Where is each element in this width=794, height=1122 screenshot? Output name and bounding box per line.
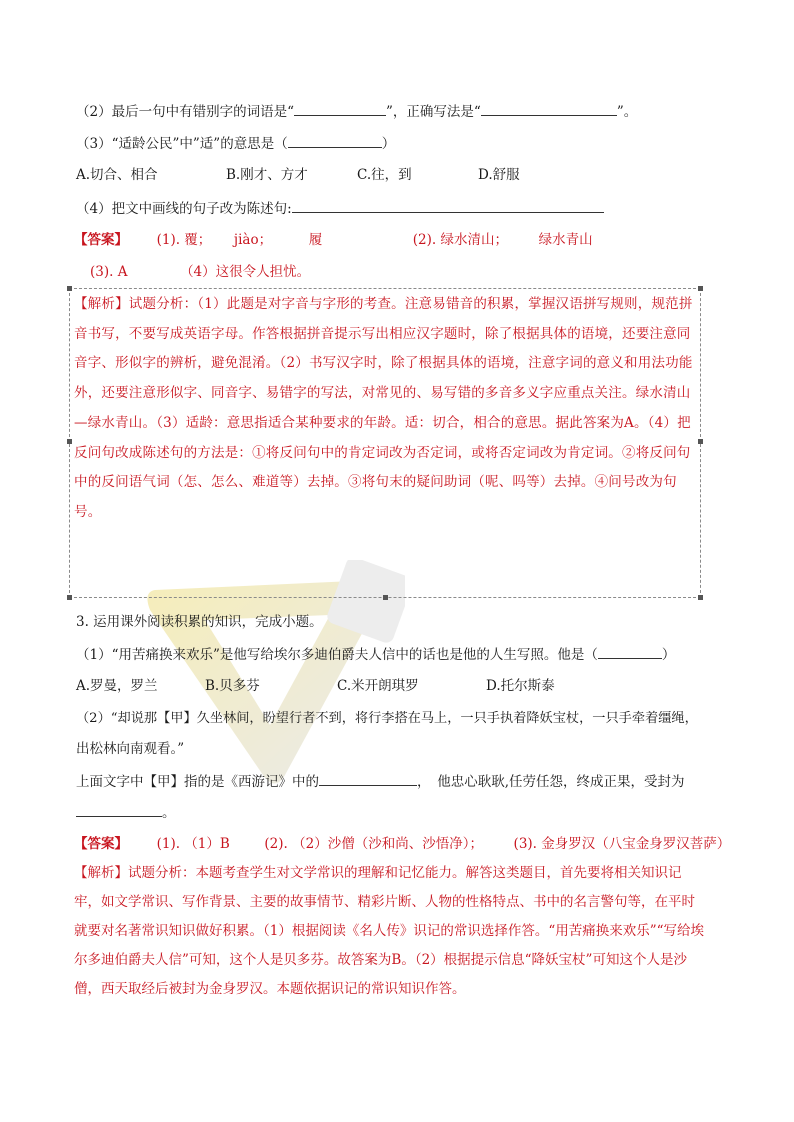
q2-sub4-text: （4）把文中画线的句子改为陈述句: (76, 201, 292, 217)
answer-blank[interactable] (319, 771, 417, 786)
q2-option-d: D.舒服 (478, 167, 520, 183)
answer-item: (3). A (90, 264, 128, 280)
q3-sub2-line4 (76, 802, 176, 823)
resize-handle[interactable] (67, 286, 72, 291)
q2-answer-line2 (90, 262, 310, 282)
q3-sub2-line1: （2）“却说那【甲】久坐林间，盼望行者不到，将行李搭在马上，一只手执着降妖宝杖，一只手牵着缰绳， (76, 711, 698, 726)
q2-sub4 (76, 198, 604, 219)
answer-blank[interactable] (294, 101, 386, 116)
q3-answer (74, 834, 730, 854)
q2-sub3-text-b: ） (381, 136, 396, 152)
q2-sub2-text-c: ”。 (616, 104, 638, 120)
answer-item: 绿水青山 (538, 232, 593, 248)
q3-option-d: D.托尔斯泰 (486, 678, 555, 694)
answer-item: 履 (308, 232, 323, 248)
resize-handle[interactable] (67, 595, 72, 600)
q2-sub3 (76, 133, 395, 154)
resize-handle[interactable] (698, 595, 703, 600)
answer-label: 【答案】 (74, 232, 128, 248)
q3-sub1-text-b: ） (661, 647, 676, 663)
answer-item: (3). 金身罗汉（八宝金身罗汉菩萨） (513, 836, 731, 852)
q2-option-a: A.切合、相合 (76, 167, 158, 183)
answer-item: (1). 覆； (156, 232, 212, 248)
q3-option-c: C.米开朗琪罗 (337, 678, 419, 694)
q3-option-a: A.罗曼，罗兰 (76, 678, 158, 694)
q2-option-b: B.刚才、方才 (226, 167, 308, 183)
answer-blank[interactable] (292, 198, 604, 213)
q3-sub1-text-a: （1）“用苦痛换来欢乐”是他写给埃尔多迪伯爵夫人信中的话也是他的人生写照。他是（ (76, 647, 598, 663)
q2-sub3-text-a: （3）“适龄公民”中”适”的意思是（ (76, 136, 288, 152)
resize-handle[interactable] (383, 595, 388, 600)
q3-sub2-text-b: ， 他忠心耿耿,任劳任怨，终成正果，受封为 (417, 774, 685, 790)
answer-blank[interactable] (288, 133, 382, 148)
q3-sub2-line2: 出松林向南观看。” (76, 741, 185, 757)
q3-sub2-text-c: 。 (162, 805, 176, 821)
q3-analysis: 【解析】试题分析：本题考查学生对文学常识的理解和记忆能力。解答这类题目，首先要将相关知识记牢，如文学常识、写作背景、主要的故事情节、精彩片断、人物的性格特点、书中的名言警句等，在平时就要对名著常识知识做好积累。（1）根据阅读《名人传》识记的常识选择作答。“用苦痛换来欢乐”“写给埃尔多迪伯爵夫人信”可知，这个人是贝多芬。故答案为B。（2）根据提示信息“降妖宝杖”可知这个人是沙僧，西天取经后被封为金身罗汉。本题依据识记的常识知识作答。 (74, 865, 705, 997)
q3-sub1 (76, 644, 675, 665)
answer-item: jiào； (233, 232, 273, 248)
answer-item: (2). （2）沙僧（沙和尚、沙悟净）； (264, 836, 483, 852)
answer-label: 【答案】 (74, 836, 128, 852)
q3-sub2-line3 (76, 771, 685, 792)
resize-handle[interactable] (67, 439, 72, 444)
q3-option-b: B.贝多芬 (205, 678, 260, 694)
q2-sub2-text-a: （2）最后一句中有错别字的词语是“ (76, 104, 294, 120)
answer-blank[interactable] (598, 644, 662, 659)
q2-option-c: C.往，到 (357, 167, 412, 183)
answer-item: (1). （1）B (156, 836, 230, 852)
answer-item: （4）这很令人担忧。 (180, 264, 311, 280)
q3-sub2-text-a: 上面文字中【甲】指的是《西游记》中的 (76, 774, 319, 790)
q2-answer-line1 (74, 230, 593, 250)
q3-title: 3. 运用课外阅读积累的知识，完成小题。 (76, 614, 323, 630)
q2-sub2-text-b: ”，正确写法是“ (386, 104, 481, 120)
answer-blank[interactable] (481, 101, 617, 116)
q2-sub2 (76, 101, 637, 122)
q2-analysis: 【解析】试题分析：（1）此题是对字音与字形的考查。注意易错音的积累，掌握汉语拼写规则，规范拼音书写，不要写成英语字母。作答根据拼音提示写出相应汉字题时，除了根据具体的语境，还要注意同音字、形似字的辨析，避免混淆。（2）书写汉字时，除了根据具体的语境，注意字词的意义和用法功能外，还要注意形似字、同音字、易错字的写法，对常见的、易写错的多音多义字应重点关注。绿水清山—绿水青山。（3）适龄：意思指适合某种要求的年龄。适：切合，相合的意思。据此答案为A。（4）把反问句改成陈述句的方法是：①将反问句中的肯定词改为否定词，或将否定词改为肯定词。②将反问句中的反问语气词（怎、怎么、难道等）去掉。③将句末的疑问助词（呢、吗等）去掉。④问号改为句号。 (74, 296, 693, 520)
answer-item: (2). 绿水清山； (412, 232, 508, 248)
answer-blank[interactable] (76, 802, 162, 817)
